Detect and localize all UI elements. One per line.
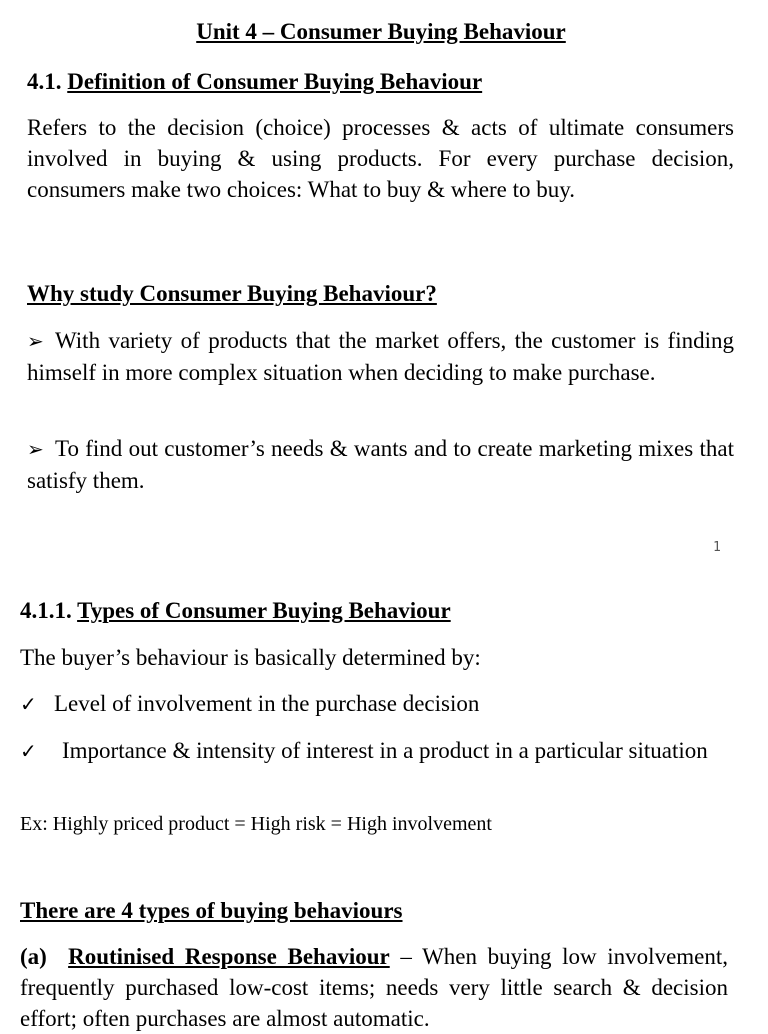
section-title: Types of Consumer Buying Behaviour <box>77 598 451 623</box>
page-2 <box>0 580 768 1031</box>
checkmark-icon: ✓ <box>20 739 37 763</box>
definition-paragraph: Refers to the decision (choice) processes & acts of ultimate consumers involved in buying & using products. For every purchase decision, consumers make two choices: What to buy & where to buy. <box>27 115 734 202</box>
check-item: ✓ Importance & intensity of interest in a product in a particular situation <box>20 735 728 767</box>
bullet-item: ➢ To find out customer’s needs & wants and to create marketing mixes that satisfy them. <box>27 436 734 493</box>
types-heading: There are 4 types of buying behaviours <box>20 898 403 923</box>
section-heading-4-1 <box>27 66 734 97</box>
checkmark-icon: ✓ <box>20 692 37 716</box>
arrowhead-bullet-icon: ➢ <box>27 437 44 461</box>
example-line: Ex: Highly priced product = High risk = High involvement <box>20 813 492 835</box>
page-number: 1 <box>713 540 721 555</box>
section-title: Definition of Consumer Buying Behaviour <box>67 69 483 94</box>
intro-line: The buyer’s behaviour is basically determined by: <box>20 645 481 670</box>
type-a-text: – When buying low involvement, frequently purchased low-cost items; needs very little search & decision effort; often purchases are almost automatic. <box>20 944 729 1031</box>
section-heading-4-1-1 <box>20 595 728 626</box>
check-item: ✓ Level of involvement in the purchase decision <box>20 688 728 720</box>
bullet-item: ➢ With variety of products that the market offers, the customer is finding himself in more complex situation when deciding to make purchase. <box>27 328 734 385</box>
type-a-title: Routinised Response Behaviour <box>68 944 390 969</box>
type-a-paragraph <box>20 941 728 1034</box>
section-number: 4.1.1. <box>20 598 72 623</box>
document-title: Unit 4 – Consumer Buying Behaviour <box>196 19 566 44</box>
section-number: 4.1. <box>27 69 62 94</box>
type-a-label: (a) <box>20 944 47 969</box>
why-study-heading: Why study Consumer Buying Behaviour? <box>27 281 437 306</box>
arrowhead-bullet-icon: ➢ <box>27 329 44 353</box>
